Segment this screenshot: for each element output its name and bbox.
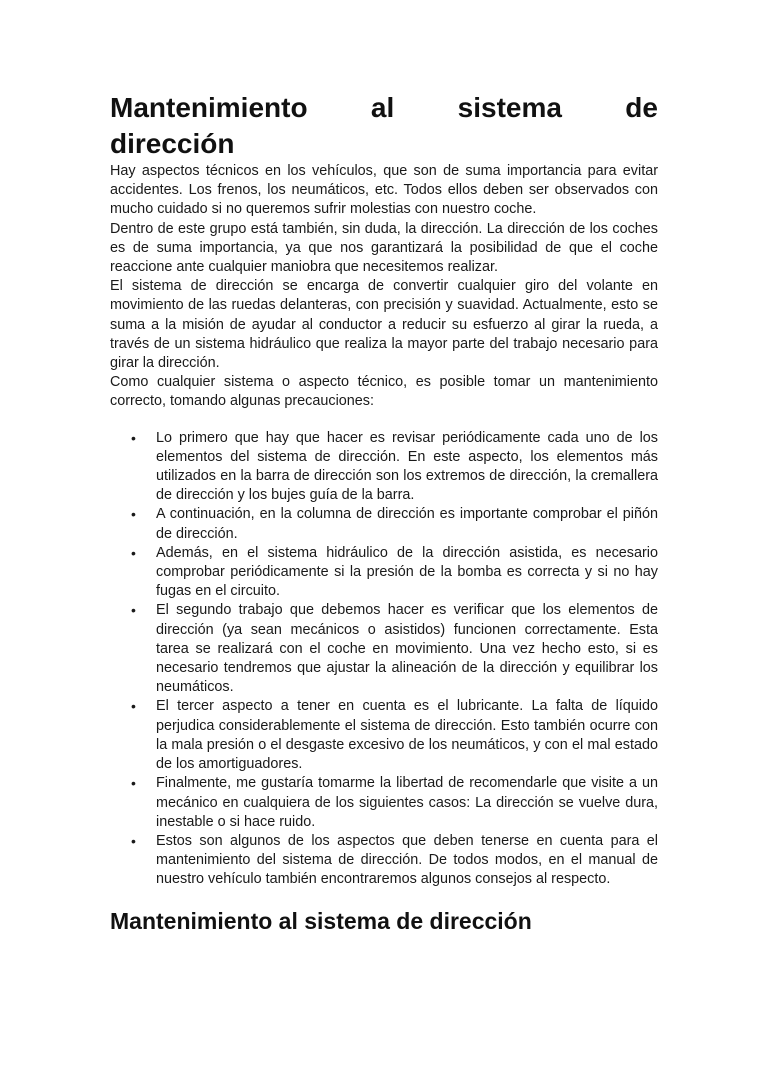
title-line-1 [110,90,658,126]
list-item [110,832,658,890]
list-item [110,505,658,543]
title-word: de [625,92,658,123]
list-item [110,544,658,602]
paragraph-intro: Hay aspectos técnicos en los vehículos, que son de suma importancia para evitar accidentes. Los frenos, los neumáticos, etc. Todos ellos deben ser observados con mucho cuidado si no queremos sufrir molestias con nuestro coche. [110,163,658,218]
bullet-icon: • [131,832,136,849]
section-heading: Mantenimiento al sistema de dirección [110,907,532,934]
bullet-icon: • [131,602,136,619]
list-item [110,429,658,506]
title-word: Mantenimiento [110,92,308,123]
bullet-icon: • [131,698,136,715]
list-item [110,601,658,697]
title-line-2: dirección [110,128,235,159]
precautions-list [110,429,658,890]
bullet-icon: • [131,506,136,523]
paragraph-system: El sistema de dirección se encarga de convertir cualquier giro del volante en movimiento de las ruedas delanteras, con precisión y suavidad. Actualmente, esto se suma a la misión de ayudar al conductor a reducir su esfuerzo al girar la rueda, a través de un sistema hidráulico que realiza la mayor parte del trabajo necesario para girar la dirección. [110,278,658,372]
title-word: al [370,92,395,123]
list-item-text: El segundo trabajo que debemos hacer es verificar que los elementos de dirección (ya sean mecánicos o asistidos) funcionen correctamente. Esta tarea se realizará con el coche en movimiento. Una vez hecho esto, si es necesario tendremos que ajustar la alineación de la dirección y equilibrar los neumáticos. [156,602,658,696]
list-item-text: Estos son algunos de los aspectos que deben tenerse en cuenta para el mantenimiento del sistema de dirección. De todos modos, en el manual de nuestro vehículo también encontraremos algunos consejos al respecto. [156,832,658,888]
list-item-text: Además, en el sistema hidráulico de la dirección asistida, es necesario comprobar periódicamente si la presión de la bomba es correcta y si no hay fugas en el circuito. [156,544,658,600]
paragraph-group: Dentro de este grupo está también, sin duda, la dirección. La dirección de los coches es de suma importancia, ya que nos garantizará la posibilidad de que el coche reaccione ante cualquier maniobra que necesitemos realizar. [110,220,658,276]
bullet-icon: • [131,775,136,792]
list-item [110,774,658,832]
list-item-text: Lo primero que hay que hacer es revisar periódicamente cada uno de los elementos del sistema de dirección. En este aspecto, los elementos más utilizados en la barra de dirección son los extremos de dirección, la cremallera de dirección y los bujes guía de la barra. [156,429,658,504]
bullet-icon: • [131,544,136,561]
document-title [110,90,658,162]
list-item-text: El tercer aspecto a tener en cuenta es el lubricante. La falta de líquido perjudica considerablemente el sistema de dirección. Esto también ocurre con la mala presión o el desgaste excesivo de los neumáticos, y con el mal estado de los amortiguadores. [156,698,658,773]
paragraph-maintenance: Como cualquier sistema o aspecto técnico, es posible tomar un mantenimiento correcto, tomando algunas precauciones: [110,374,658,410]
bullet-icon: • [131,429,136,446]
title-word: sistema [457,92,562,123]
list-item-text: Finalmente, me gustaría tomarme la libertad de recomendarle que visite a un mecánico en cualquiera de los siguientes casos: La dirección se vuelve dura, inestable o si hace ruido. [156,775,658,830]
list-item-text: A continuación, en la columna de dirección es importante comprobar el piñón de dirección. [156,506,658,542]
list-item [110,697,658,774]
document-page [110,90,658,936]
